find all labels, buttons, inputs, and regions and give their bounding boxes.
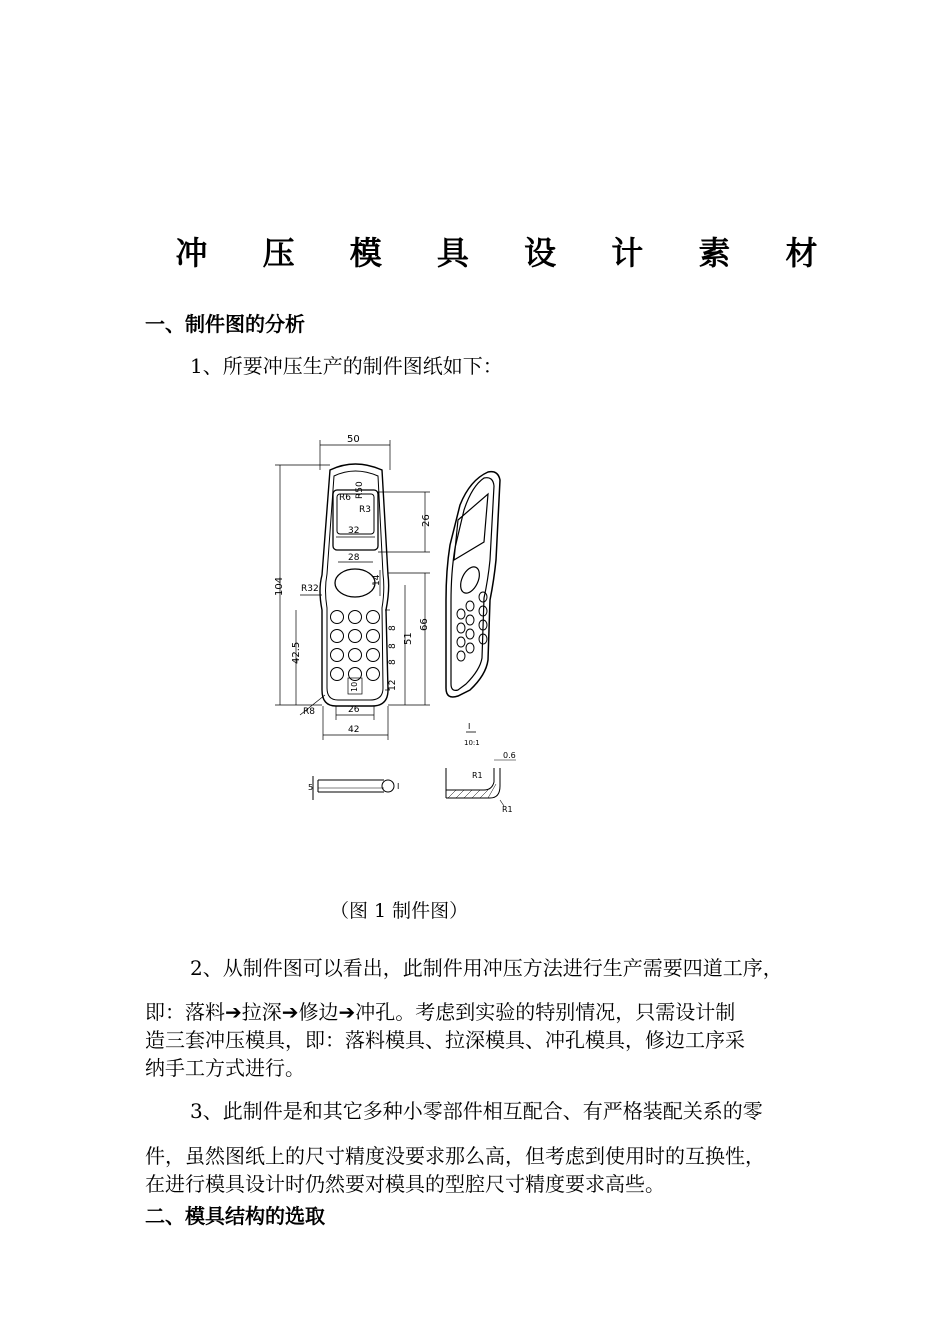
detail-label: I <box>468 722 471 731</box>
dim-r32: R32 <box>301 584 319 594</box>
dim-8b: 8 <box>388 643 398 649</box>
detail-scale: 10:1 <box>464 739 480 747</box>
dim-28: 28 <box>348 553 360 563</box>
paragraph-item-2-line-1: 2、从制件图可以看出，此制件用冲压方法进行生产需要四道工序， <box>190 956 783 980</box>
side-view <box>313 776 394 800</box>
detail-view <box>446 732 516 806</box>
section-heading-2: 二、模具结构的选取 <box>145 1204 325 1228</box>
section-heading-1: 一、制件图的分析 <box>145 312 305 336</box>
label-i: I <box>397 782 400 791</box>
dim-r3: R3 <box>359 505 371 515</box>
dim-66: 66 <box>419 618 430 631</box>
dim-10: 10 <box>350 681 359 692</box>
oval-button <box>335 569 375 597</box>
dim-26a: 26 <box>421 514 432 527</box>
dim-42: 42 <box>348 725 360 735</box>
figure-caption: （图 1 制件图） <box>330 900 469 922</box>
dim-32: 32 <box>348 526 360 536</box>
dim-14: 14 <box>372 574 382 586</box>
dim-42-5: 42.5 <box>291 641 302 664</box>
dim-8a: 8 <box>388 625 398 631</box>
paragraph-item-3-line-3: 在进行模具设计时仍然要对模具的型腔尺寸精度要求高些。 <box>145 1172 665 1196</box>
paragraph-item-2-line-3: 造三套冲压模具，即：落料模具、拉深模具、冲孔模具，修边工序采 <box>145 1028 745 1052</box>
paragraph-item-3-line-1: 3、此制件是和其它多种小零部件相互配合、有严格装配关系的零 <box>190 1099 763 1123</box>
dim-r1b: R1 <box>502 805 513 814</box>
dim-26b: 26 <box>348 705 360 715</box>
dim-51: 51 <box>403 632 414 645</box>
dim-r50: R50 <box>355 481 365 499</box>
dim-8c: 8 <box>388 659 398 665</box>
dim-r6: R6 <box>339 493 351 503</box>
paragraph-item-1: 1、所要冲压生产的制件图纸如下： <box>190 354 503 378</box>
dim-r1a: R1 <box>472 771 483 780</box>
dim-0-6: 0.6 <box>503 751 516 760</box>
dim-12: 12 <box>388 679 398 691</box>
paragraph-item-2-line-2: 即：落料➔拉深➔修边➔冲孔。考虑到实验的特别情况，只需设计制 <box>145 1000 736 1024</box>
keypad-holes <box>331 611 380 681</box>
dim-104: 104 <box>274 576 285 596</box>
part-drawing <box>260 425 550 825</box>
isometric-view <box>446 472 500 697</box>
dim-5: 5 <box>308 783 314 792</box>
dim-50: 50 <box>347 434 360 445</box>
paragraph-item-2-line-4: 纳手工方式进行。 <box>145 1056 305 1080</box>
paragraph-item-3-line-2: 件，虽然图纸上的尺寸精度没要求那么高，但考虑到使用时的互换性， <box>145 1144 765 1168</box>
page-title: 冲 压 模 具 设 计 素 材 <box>175 234 840 272</box>
dim-r8: R8 <box>303 707 315 717</box>
